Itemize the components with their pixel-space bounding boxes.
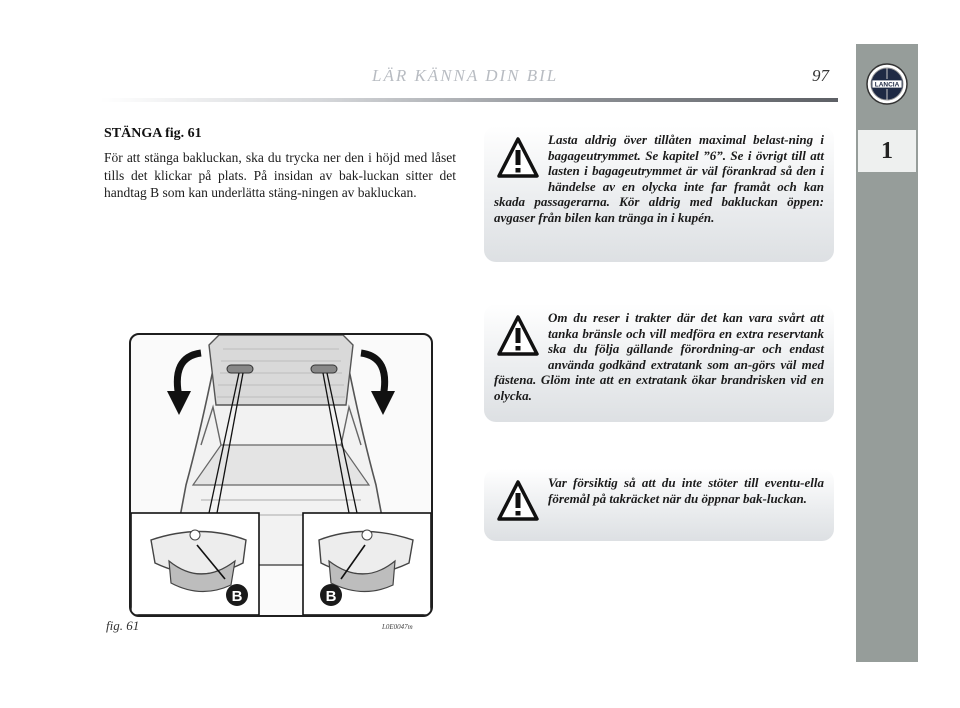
- figure-code: L0E0047m: [382, 623, 413, 631]
- header-title: LÄR KÄNNA DIN BIL: [372, 66, 559, 85]
- body-paragraph: För att stänga bakluckan, ska du trycka ner den i höjd med låset tills det klickar på plats. På insidan av bak-luckan sitter det handtag B som kan underlätta stäng-ningen av bakluckan.: [104, 150, 456, 200]
- section-heading: STÄNGA fig. 61: [104, 126, 202, 141]
- label-b-right: B: [325, 588, 337, 605]
- label-b-left: B: [231, 588, 243, 605]
- warning-box-roof-rack: [484, 469, 834, 541]
- page-number: 97: [812, 66, 829, 85]
- figure-caption: fig. 61: [106, 618, 140, 633]
- header-rule: [100, 98, 838, 102]
- warning-box-load: [484, 126, 834, 262]
- warning-text: Lasta aldrig över tillåten maximal belast-ning i bagageutrymmet. Se kapitel ”6”. Se i övrigt till att lasten i bagageutrymmet är väl förankrad så den i händelse av en olycka inte far framåt och kan skada passagerarna. Kör aldrig med bakluckan öppen: avgaser från bilen kan tränga in i kupén.: [494, 132, 824, 225]
- brand-logo: [856, 44, 918, 124]
- tailgate-illustration: [131, 335, 431, 615]
- warning-text: Var försiktig så att du inte stöter till eventu-ella föremål på takräcket när du öppnar bak-luckan.: [548, 475, 824, 506]
- logo-text: LANCIA: [874, 81, 900, 89]
- warning-box-fuel-tank: [484, 304, 834, 422]
- warning-text: Om du reser i trakter där det kan vara svårt att tanka bränsle och vill medföra en extra reservtank ska du följa gällande förordning-ar och endast använda godkänd extratank som an-görs väl med fästena. Glöm inte att en extratank ökar brandrisken vid en olycka.: [494, 310, 824, 403]
- warning-triangle-icon: [496, 136, 540, 182]
- figure-61: [129, 333, 433, 617]
- warning-triangle-icon: [496, 479, 540, 525]
- lancia-shield-icon: [865, 62, 909, 106]
- warning-triangle-icon: [496, 314, 540, 360]
- chapter-number: 1: [858, 130, 916, 172]
